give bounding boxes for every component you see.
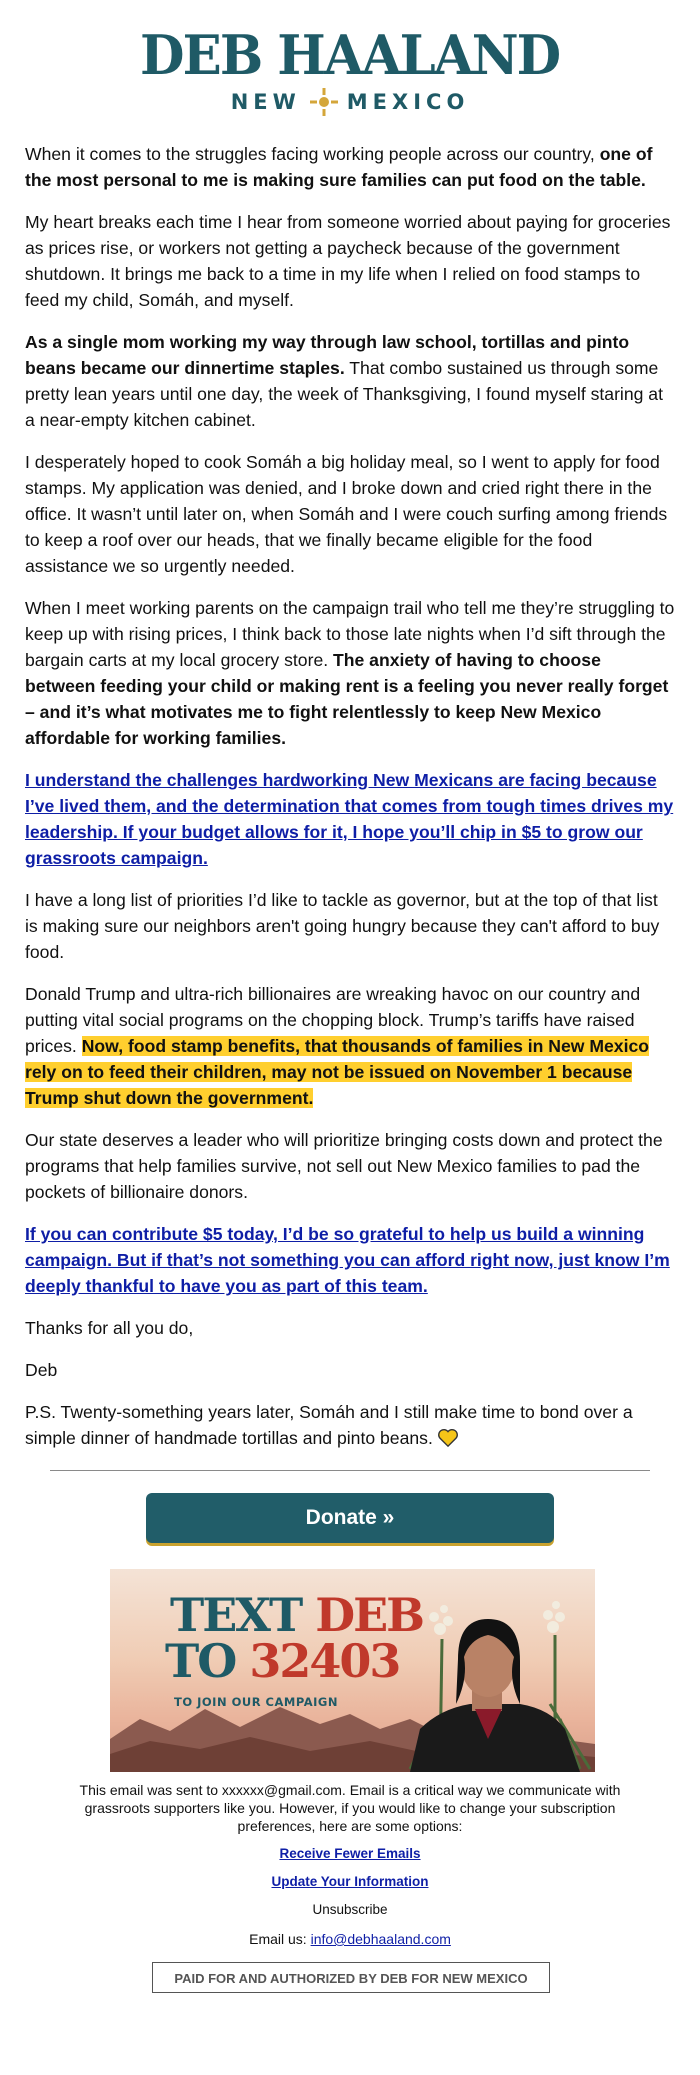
banner-headline-line-2: TO 32403	[165, 1634, 400, 1688]
paragraph-1: When it comes to the struggles facing working people across our country, one of the most personal to me is making sure families can put food on the table.	[25, 144, 653, 190]
banner-subtitle: TO JOIN OUR CAMPAIGN	[174, 1695, 338, 1709]
zia-sun-icon	[309, 87, 339, 117]
update-information-link[interactable]: Update Your Information	[271, 1874, 429, 1889]
contact-row: Email us: info@debhaaland.com	[249, 1931, 451, 1947]
paid-for-disclaimer: PAID FOR AND AUTHORIZED BY DEB FOR NEW MEXICO	[152, 1962, 550, 1993]
banner-headline-line-1: TEXT DEB	[170, 1588, 424, 1642]
donate-link-paragraph-2	[25, 1221, 675, 1299]
campaign-logo	[0, 25, 700, 117]
signoff: Deb	[25, 1360, 58, 1380]
receive-fewer-emails-link[interactable]: Receive Fewer Emails	[279, 1846, 421, 1861]
fewer-emails-row	[0, 1846, 700, 1861]
logo-state-left: NEW	[230, 90, 301, 114]
heart-icon	[437, 1428, 459, 1448]
sent-notice: This email was sent to xxxxxx@gmail.com. Email is a critical way we communicate with grassroots supporters like you. However, if you would like to change your subscription preferences, here are some options:	[79, 1782, 621, 1834]
divider	[50, 1470, 650, 1471]
paragraph-2: My heart breaks each time I hear from someone worried about paying for groceries as prices rise, or workers not getting a paycheck because of the government shutdown. It brings me back to a time in my life when I relied on food stamps to feed my child, Somáh, and myself.	[25, 212, 671, 310]
update-info-row	[0, 1874, 700, 1889]
highlighted-text: Now, food stamp benefits, that thousands of families in New Mexico rely on to feed their children, may not be issued on November 1 because Trump shut down the government.	[25, 1036, 650, 1108]
donate-button[interactable]: Donate »	[146, 1493, 554, 1543]
donate-text-link-2[interactable]: If you can contribute $5 today, I’d be so grateful to help us build a winning campaign. But if that’s not something you can afford right now, just know I’m deeply thankful to have you as part of this team.	[25, 1224, 670, 1296]
contact-email-link[interactable]: info@debhaaland.com	[310, 1931, 451, 1947]
logo-state-right: MEXICO	[346, 90, 470, 114]
paragraph-7: Donald Trump and ultra-rich billionaires are wreaking havoc on our country and putting vital social programs on the chopping block. Trump’s tariffs have raised prices. Now, food stamp benefits, that thousands of families in New Mexico rely on to feed their children, may not be issued on November 1 because Trump shut down the government.	[25, 984, 650, 1108]
paragraph-5: When I meet working parents on the campaign trail who tell me they’re struggling to keep up with rising prices, I think back to those late nights when I’d sift through the bargain carts at my local grocery store. The anxiety of having to choose between feeding your child or making rent is a feeling you never really forget – and it’s what motivates me to fight relentlessly to keep New Mexico affordable for working families.	[25, 598, 675, 748]
paragraph-6: I have a long list of priorities I’d like to tackle as governor, but at the top of that list is making sure our neighbors aren't going hungry because they can't afford to buy food.	[25, 890, 660, 962]
logo-state	[0, 87, 700, 117]
email-body	[25, 141, 675, 1467]
unsubscribe-link[interactable]: Unsubscribe	[312, 1902, 388, 1917]
donate-text-link-1[interactable]: I understand the challenges hardworking New Mexicans are facing because I’ve lived them, and the determination that comes from tough times drives my leadership. If your budget allows for it, I hope you’ll chip in $5 to grow our grassroots campaign.	[25, 770, 674, 868]
footer-notice	[60, 1781, 640, 1835]
thanks-line: Thanks for all you do,	[25, 1318, 194, 1338]
postscript: P.S. Twenty-something years later, Somáh and I still make time to bond over a simple dinner of handmade tortillas and pinto beans.	[25, 1402, 633, 1448]
paragraph-8: Our state deserves a leader who will prioritize bringing costs down and protect the programs that help families survive, not sell out New Mexico families to pad the pockets of billionaire donors.	[25, 1130, 663, 1202]
text-to-join-banner[interactable]	[110, 1569, 595, 1772]
paragraph-3: As a single mom working my way through law school, tortillas and pinto beans became our dinnertime staples. That combo sustained us through some pretty lean years until one day, the week of Thanksgiving, I found myself staring at a near-empty kitchen cabinet.	[25, 332, 663, 430]
logo-name: DEB HAALAND	[140, 23, 560, 87]
donate-link-paragraph-1	[25, 767, 675, 871]
paragraph-4: I desperately hoped to cook Somáh a big holiday meal, so I went to apply for food stamps. My application was denied, and I broke down and cried right there in the office. It wasn’t until later on, when Somáh and I were couch surfing among friends to keep a roof over our heads, that we finally became eligible for the food assistance we so urgently needed.	[25, 452, 668, 576]
